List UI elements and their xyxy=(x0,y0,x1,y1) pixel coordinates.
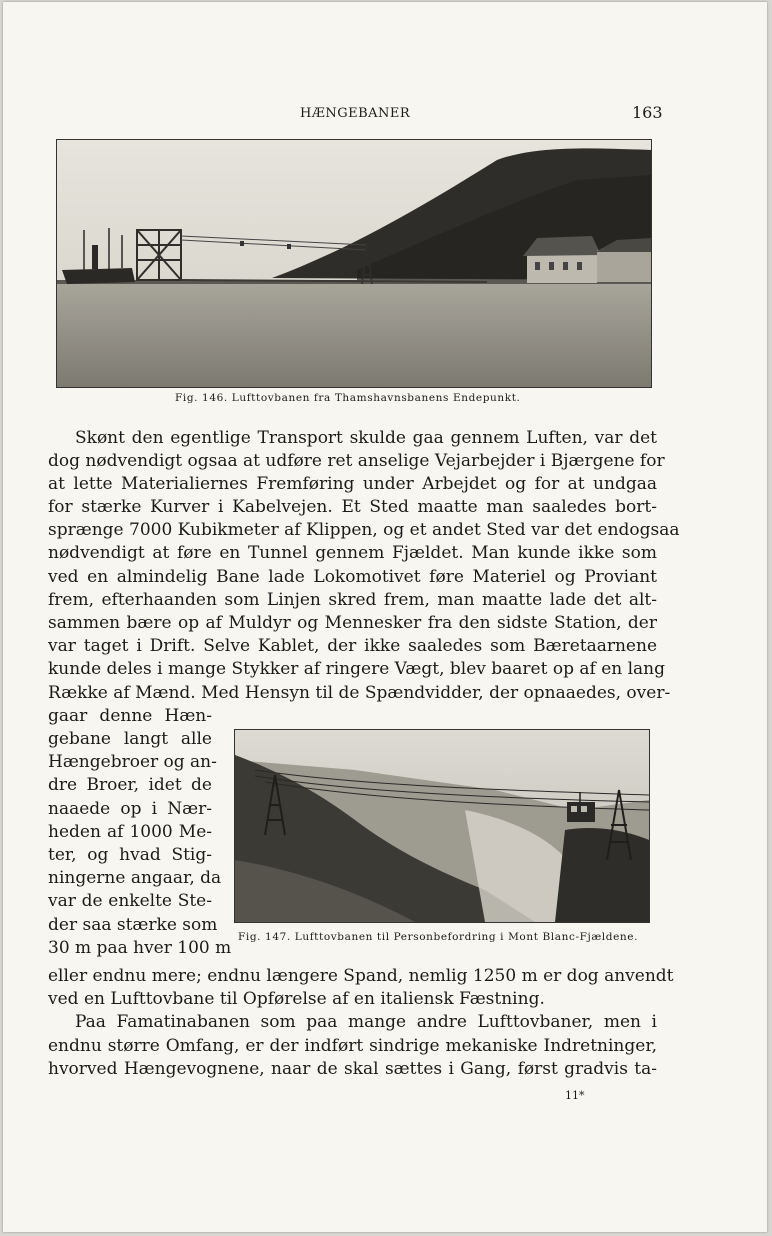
text-line: nødvendigt at føre en Tunnel gennem Fjældet. Man kunde ikke som xyxy=(48,543,657,563)
fjord-water xyxy=(57,280,651,387)
text-line: var de enkelte Ste- xyxy=(48,891,212,911)
mont-blanc-ropeway-photo xyxy=(235,730,649,922)
text-line: hvorved Hængevognene, naar de skal sættes i Gang, først gradvis ta- xyxy=(48,1059,657,1079)
book-page xyxy=(3,2,767,1232)
text-line: endnu større Omfang, er der indført sindrige mekaniske Indretninger, xyxy=(48,1036,657,1056)
text-line: ved en Lufttovbane til Opførelse af en italiensk Fæstning. xyxy=(48,989,545,1009)
page-number: 163 xyxy=(632,103,663,122)
text-line: Skønt den egentlige Transport skulde gaa gennem Luften, var det xyxy=(75,428,657,448)
figure-147-photo xyxy=(234,729,650,923)
text-line: sprænge 7000 Kubikmeter af Klippen, og et andet Sted var det endogsaa xyxy=(48,520,680,540)
text-line: ningerne angaar, da xyxy=(48,868,222,888)
text-line: ved en almindelig Bane lade Lokomotivet føre Materiel og Proviant xyxy=(48,567,657,587)
figure-146-photo xyxy=(56,139,652,388)
text-line: naaede op i Nær- xyxy=(48,799,212,819)
text-line: heden af 1000 Me- xyxy=(48,822,212,842)
text-line: eller endnu mere; endnu længere Spand, nemlig 1250 m er dog anvendt xyxy=(48,966,674,986)
factory-buildings xyxy=(523,236,651,283)
figure-146-caption: Fig. 146. Lufttovbanen fra Thamshavnsbanens Endepunkt. xyxy=(175,392,521,404)
running-title: HÆNGEBANER xyxy=(300,106,411,121)
page-header xyxy=(3,103,767,126)
text-line: Række af Mænd. Med Hensyn til de Spændvidder, der opnaaedes, over- xyxy=(48,683,671,703)
text-line: frem, efterhaanden som Linjen skred frem, man maatte lade det alt- xyxy=(48,590,657,610)
text-line: var taget i Drift. Selve Kablet, der ikke saaledes som Bæretaarnene xyxy=(48,636,657,656)
signature-mark: 11* xyxy=(565,1089,585,1102)
text-line: dre Broer, idet de xyxy=(48,775,212,795)
text-line: gaar denne Hæn- xyxy=(48,706,212,726)
text-line: Paa Famatinabanen som paa mange andre Lufttovbaner, men i xyxy=(75,1012,657,1032)
ropeway-fjord-photo xyxy=(57,140,651,387)
text-line: kunde deles i mange Stykker af ringere Vægt, blev baaret op af en lang xyxy=(48,659,666,679)
text-line: gebane langt alle xyxy=(48,729,212,749)
text-line: Hængebroer og an- xyxy=(48,752,217,772)
figure-147-caption: Fig. 147. Lufttovbanen til Personbefordring i Mont Blanc-Fjældene. xyxy=(238,931,639,943)
text-line: der saa stærke som xyxy=(48,915,218,935)
text-line: sammen bære op af Muldyr og Mennesker fra den sidste Station, der xyxy=(48,613,657,633)
text-line: at lette Materialiernes Fremføring under Arbejdet og for at undgaa xyxy=(48,474,657,494)
text-line: for stærke Kurver i Kabelvejen. Et Sted maatte man saaledes bort- xyxy=(48,497,657,517)
text-line: 30 m paa hver 100 m xyxy=(48,938,232,958)
text-line: dog nødvendigt ogsaa at udføre ret anselige Vejarbejder i Bjærgene for xyxy=(48,451,665,471)
text-line: ter, og hvad Stig- xyxy=(48,845,212,865)
